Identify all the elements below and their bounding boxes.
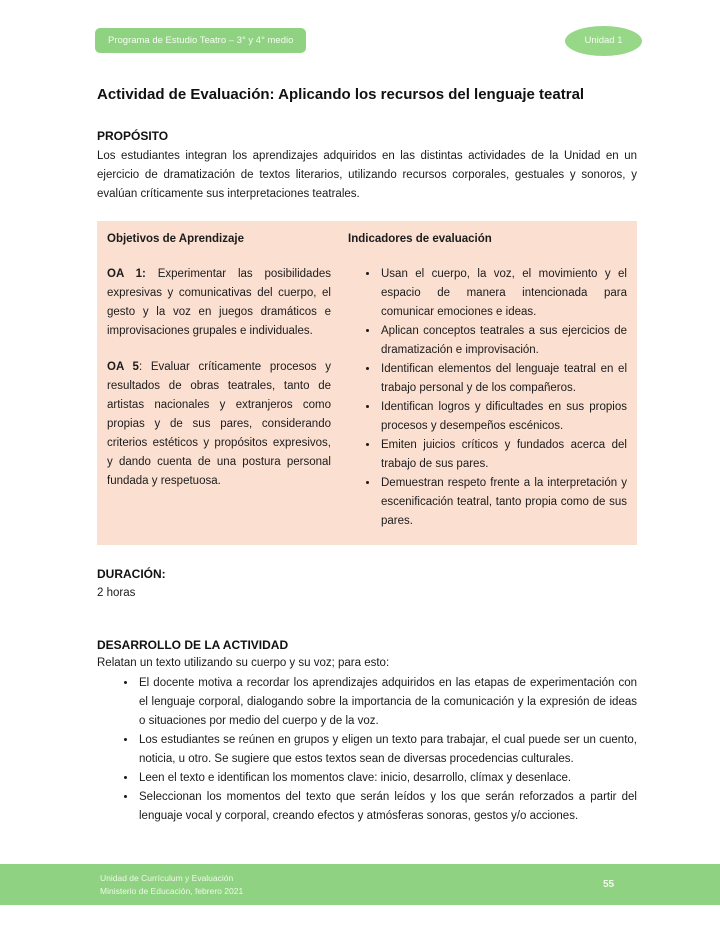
desarrollo-heading: DESARROLLO DE LA ACTIVIDAD bbox=[97, 638, 289, 652]
indicator-item: • Emiten juicios críticos y fundados acerca del trabajo de sus pares. bbox=[379, 436, 627, 474]
indicators-column bbox=[331, 230, 627, 531]
indicators-list bbox=[348, 265, 627, 531]
oa5-label: OA 5 bbox=[107, 361, 139, 373]
oa1-label: OA 1: bbox=[107, 268, 146, 280]
desarrollo-item: • Seleccionan los momentos del texto que serán leídos y los que serán reforzados a partir del lenguaje vocal y corporal, creando efectos y atmósferas sonoras, gestos y/o acciones. bbox=[137, 788, 637, 826]
unit-badge: Unidad 1 bbox=[565, 26, 642, 56]
page-title: Actividad de Evaluación: Aplicando los recursos del lenguaje teatral bbox=[97, 86, 585, 103]
indicator-item: • Identifican elementos del lenguaje teatral en el trabajo personal y de los compañeros. bbox=[379, 360, 627, 398]
indicator-item: • Usan el cuerpo, la voz, el movimiento y el espacio de manera intencionada para comunicar emociones e ideas. bbox=[379, 265, 627, 322]
oa1-paragraph bbox=[107, 265, 331, 341]
content-area bbox=[97, 86, 637, 826]
footer-org-line: Unidad de Currículum y Evaluación bbox=[100, 873, 234, 883]
indicator-item: • Identifican logros y dificultades en sus propios procesos y desempeños escénicos. bbox=[379, 398, 627, 436]
oa1-text: Experimentar las posibilidades expresivas y comunicativas del cuerpo, el gesto y la voz en juegos dramáticos e improvisaciones grupales e individuales. bbox=[107, 268, 331, 337]
desarrollo-item: • Leen el texto e identifican los momentos clave: inicio, desarrollo, clímax y desenlace. bbox=[137, 769, 637, 788]
objectives-column bbox=[107, 230, 331, 531]
page-footer bbox=[0, 864, 720, 905]
indicator-item: • Demuestran respeto frente a la interpretación y escenificación teatral, tanto propia como de sus pares. bbox=[379, 474, 627, 531]
desarrollo-list bbox=[97, 674, 637, 826]
footer-credits bbox=[100, 872, 243, 897]
duracion-heading: DURACIÓN: bbox=[97, 567, 166, 581]
desarrollo-item: • El docente motiva a recordar los aprendizajes adquiridos en las etapas de experimentación con el lenguaje corporal, dialogando sobre la importancia de la comunicación y la expresión de ideas o situaciones por medio del cuerpo y de la voz. bbox=[137, 674, 637, 731]
footer-ministry-line: Ministerio de Educación, febrero 2021 bbox=[100, 885, 244, 896]
proposito-body: Los estudiantes integran los aprendizajes adquiridos en las distintas actividades de la Unidad en un ejercicio de dramatización de textos literarios, utilizando recursos corporales, gestuales y sonoros, y evalúan críticamente sus interpretaciones teatrales. bbox=[97, 150, 637, 200]
oa5-text: : Evaluar críticamente procesos y resultados de obras teatrales, tanto de artistas nacionales y extranjeros como propias y de sus pares, considerando criterios estéticos y propósitos expresivos, y dando cuenta de una postura personal fundada y respetuosa. bbox=[107, 361, 331, 487]
indicators-header: Indicadores de evaluación bbox=[348, 233, 492, 245]
objectives-indicators-table bbox=[97, 221, 637, 545]
indicator-item: • Aplican conceptos teatrales a sus ejercicios de dramatización e improvisación. bbox=[379, 322, 627, 360]
program-badge: Programa de Estudio Teatro – 3° y 4° medio bbox=[95, 28, 306, 53]
desarrollo-item: • Los estudiantes se reúnen en grupos y eligen un texto para trabajar, el cual puede ser un cuento, noticia, u otro. Se sugiere que estos textos sean de diversas procedencias culturales. bbox=[137, 731, 637, 769]
duracion-value: 2 horas bbox=[97, 587, 136, 599]
desarrollo-intro: Relatan un texto utilizando su cuerpo y su voz; para esto: bbox=[97, 657, 390, 669]
objectives-header: Objetivos de Aprendizaje bbox=[107, 233, 244, 245]
proposito-heading: PROPÓSITO bbox=[97, 129, 169, 143]
oa5-paragraph bbox=[107, 358, 331, 491]
page-number: 55 bbox=[603, 879, 615, 890]
